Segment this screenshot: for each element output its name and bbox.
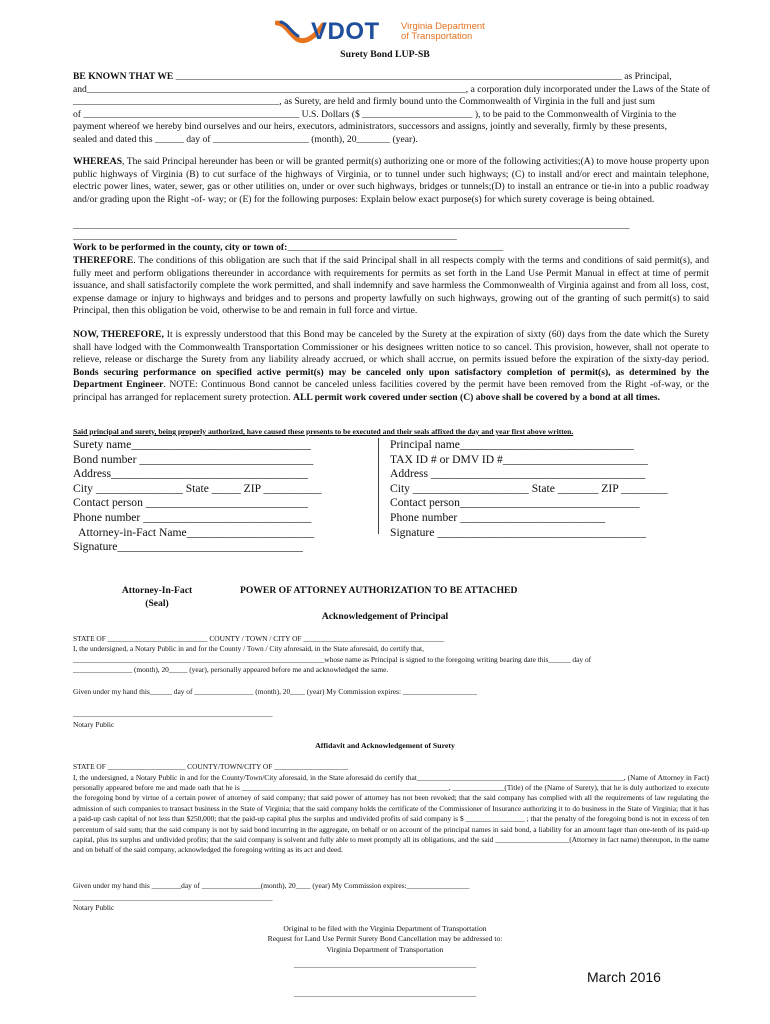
purpose-blank-1[interactable]: ____________________________________________________________________________________________________________________ (73, 220, 630, 231)
footer-address-blank-1[interactable]: ________________________________________________ (293, 960, 477, 969)
ack-notary-label: Notary Public (73, 720, 115, 729)
signature-divider (378, 438, 379, 534)
footer-address-blank-2[interactable]: ________________________________________________ (293, 989, 477, 998)
work-location-line (73, 242, 709, 255)
vdot-logo (275, 19, 495, 45)
ack-principal-block (73, 634, 709, 676)
surety-contact-field[interactable]: Contact person ____________________________ (73, 496, 309, 510)
principal-city-state-zip-field[interactable]: City ____________________ State _______ ZIP ________ (390, 481, 668, 495)
logo-wordmark: VDOT (311, 18, 380, 45)
ack-state-county-line[interactable]: STATE OF ___________________________ COUNTY / TOWN / CITY OF ______________________________________ (73, 634, 444, 643)
work-location-blank[interactable]: _____________________________________________ (287, 242, 504, 253)
as-principal-text: as Principal, (621, 71, 672, 82)
ack-certify-line: I, the undersigned, a Notary Public in and for the County / Town / City aforesaid, in the State aforesaid, do certify that, (73, 644, 424, 654)
surety-block (73, 438, 322, 555)
cancellation-terms: Bonds securing performance on specified active permit(s) may be canceled only upon satisfactory completion of permit(s), as determined by the Department Engineer (73, 366, 709, 391)
surety-signature-field[interactable]: Signature________________________________ (73, 540, 303, 554)
whereas-text: , The said Principal hereunder has been or will be granted permit(s) authorizing one or more of the following activities;(A) to move house property upon public highways of Virginia (B) to cut surface of the highways of Virginia, or to tunnel under such highways; (C) to install and/or erect and maintain telephone, electric power lines, water, sewer, gas or other utilities on, under or over such highways, bridges or tunnels;(D) to install an entrance or tie-in into a public roadway and/or grading upon the Right -of- way; or (E) for the following purposes: Explain below exact purpose(s) for which surety coverage is being obtained. (73, 156, 709, 205)
principal-block (390, 438, 668, 540)
now-therefore-text-1: It is expressly understood that this Bond may be canceled by the Surety at the expiration of sixty (60) days from the date which the Surety shall have lodged with the Commonwealth Transportation Commissioner or his designees written notice to so cancel. This provision, however, shall not operate to relieve, release or discharge the Surety from any liability already accrued, or which shall accrue, on permits issued before the expiration of the sixty-day period. (73, 329, 709, 366)
whereas-label: WHEREAS (73, 156, 123, 167)
principal-signature-field[interactable]: Signature ____________________________________ (390, 525, 647, 539)
now-therefore-label: NOW, THEREFORE, (73, 329, 164, 340)
affidavit-given-line[interactable]: Given under my hand this ________day of ________________(month), 20____ (year) My Commission expires:_________________ (73, 881, 470, 890)
surety-address-field[interactable]: Address__________________________________ (73, 467, 309, 481)
principal-name-field[interactable]: Principal name______________________________ (390, 438, 634, 451)
attorney-in-fact-field[interactable]: Attorney-in-Fact Name______________________ (73, 525, 315, 539)
principal-phone-field[interactable]: Phone number _________________________ (390, 510, 606, 524)
aif-label: Attorney-In-Fact (121, 585, 193, 596)
attorney-in-fact-seal (112, 585, 202, 610)
footer-line-2: Request for Land Use Permit Surety Bond Cancellation may be addressed to: (267, 934, 503, 944)
seal-label: (Seal) (145, 597, 169, 609)
affidavit-body: I, the undersigned, a Notary Public in and for the County/Town/City aforesaid, in the State aforesaid do certify that________________________________________________________, (Name of Attorney in Fact) personally appeared before me and made oath that he is ________________________________________________________, ______________(Title) of the (Name of Surety), that he is duly authorized to execute the foregoing bond by virtue of a certain power of attorney of said company; that said power of attorney has not been revoked; that the said company has complied with all the requirements of law regulating the admission of such companies to transact business in the State of Virginia; that the said company holds the certificate of the Commissioner of Insurance authorizing it to do business in the State of Virginia; that it has a paid-up cash capital of not less than $250,000; that the paid-up capital plus the surplus and undivided profits of said company is $ ________________ ; that the penalty of the foregoing bond is not in excess of ten percentum of said sum; that the said company is not by said bond incurring in the aggregate, on behalf or on account of the principal names in said bond, a liability for an amount lager than one-tenth of its paid-up capital, plus its surplus and undivided profits; that the said company is solvent and fully able to meet promptly all its obligations, and the said ____________________(Attorney in fact name) thereupon, in the name and on behalf of the said company, acknowledged the foregoing writing as its act and deed. (73, 772, 709, 855)
bond-number-field[interactable]: Bond number ______________________________ (73, 452, 314, 466)
principal-contact-field[interactable]: Contact person_______________________________ (390, 496, 640, 510)
affidavit-notary-signature-line[interactable]: ______________________________________________________ (73, 893, 273, 902)
now-therefore-text-2: . NOTE: Continuous Bond cannot be canceled unless facilities covered by the permit have been removed from the Right -of-way, or the principal has arranged for replacement surety protection. (73, 379, 709, 403)
section-c-coverage: ALL permit work covered under section (C) above shall be covered by a bond at all times. (293, 391, 660, 403)
affixed-statement: Said principal and surety, being properly authorized, have caused these presents to be executed and their seals affixed the day and year first above written. (73, 427, 574, 436)
ack-principal-name-line[interactable]: ____________________________________________________________________whose name as Principal is signed to the foregoing writing bearing date this______ day of (73, 654, 592, 664)
bond-line-4: of _____________________________________________ U.S. Dollars ($ _______________________ ), to be paid to the Commonwealth of Virginia to the (73, 108, 677, 120)
therefore-text: . The conditions of this obligation are such that if the said Principal shall in all respects comply with the terms and conditions of said permit(s), and fully meet and perform obligations thereunder in accordance with requirements for permits as set forth in the Land Use Permit Manual in effect at time of permit issuance, and shall satisfactorily complete the work permitted, and shall indemnify and save harmless the Commonwealth of Virginia against and from all loss, cost, expense damage or injury to highways and bridges and to persons and property lawfully on such highways, growing out of the granting of such permit(s) to said Principal, then this obligation be void, otherwise to be and remain in full force and virtue. (73, 255, 709, 317)
poa-heading: POWER OF ATTORNEY AUTHORIZATION TO BE ATTACHED (240, 585, 518, 596)
bond-line-3: ___________________________________________, as Surety, are held and firmly bound unto the Commonwealth of Virginia in the full and just sum (73, 96, 656, 108)
bond-paragraph (73, 71, 713, 147)
whereas-paragraph (73, 156, 709, 206)
ack-notary-signature-line[interactable]: ______________________________________________________ (73, 709, 273, 718)
affidavit-state-line[interactable]: STATE OF _____________________ COUNTY/TOWN/CITY OF ____________________ (73, 762, 349, 771)
bond-line-2: and_______________________________________________________________________________, a corporation duly incorporated under the Laws of the State of (73, 83, 710, 95)
surety-phone-field[interactable]: Phone number _____________________________ (73, 510, 312, 524)
now-therefore-paragraph (73, 329, 709, 405)
affidavit-heading: Affidavit and Acknowledgement of Surety (315, 741, 455, 750)
work-location-label: Work to be performed in the county, city or town of: (73, 242, 288, 253)
surety-city-state-zip-field[interactable]: City _______________ State _____ ZIP __________ (73, 481, 322, 495)
footer-line-1: Original to be filed with the Virginia Department of Transportation (283, 924, 487, 933)
ack-principal-heading: Acknowledgement of Principal (321, 611, 449, 622)
form-title: Surety Bond LUP-SB (340, 49, 430, 60)
bond-line-6: sealed and dated this ______ day of ____________________ (month), 20_______ (year). (73, 133, 418, 145)
logo-org-line1: Virginia Department (401, 21, 485, 32)
logo-org-line2: of Transportation (401, 31, 473, 42)
footer-block (0, 924, 770, 955)
ack-date-line[interactable]: ________________ (month), 20_____ (year), personally appeared before me and acknowledged the same. (73, 665, 389, 675)
bond-line-5: payment whereof we hereby bind ourselves and our heirs, executors, administrators, successors and assigns, jointly and severally, firmly by these presents, (73, 121, 668, 133)
principal-address-field[interactable]: Address _____________________________________ (390, 467, 646, 481)
ack-given-line[interactable]: Given under my hand this______ day of ________________ (month), 20____ (year) My Commission expires: ____________________ (73, 687, 477, 696)
surety-name-field[interactable]: Surety name_______________________________ (73, 438, 311, 451)
purpose-blank-2[interactable]: ________________________________________________________________________________ (73, 231, 457, 242)
be-known-label: BE KNOWN THAT WE (73, 71, 174, 82)
revision-date: March 2016 (587, 969, 661, 985)
therefore-paragraph (73, 255, 709, 318)
principal-blank[interactable]: _____________________________________________________________________________________________ (175, 71, 622, 82)
footer-line-3: Virginia Department of Transportation (326, 944, 444, 954)
affidavit-notary-label: Notary Public (73, 903, 115, 912)
tax-id-field[interactable]: TAX ID # or DMV ID #_________________________ (390, 452, 648, 466)
therefore-label: THEREFORE (73, 255, 134, 266)
